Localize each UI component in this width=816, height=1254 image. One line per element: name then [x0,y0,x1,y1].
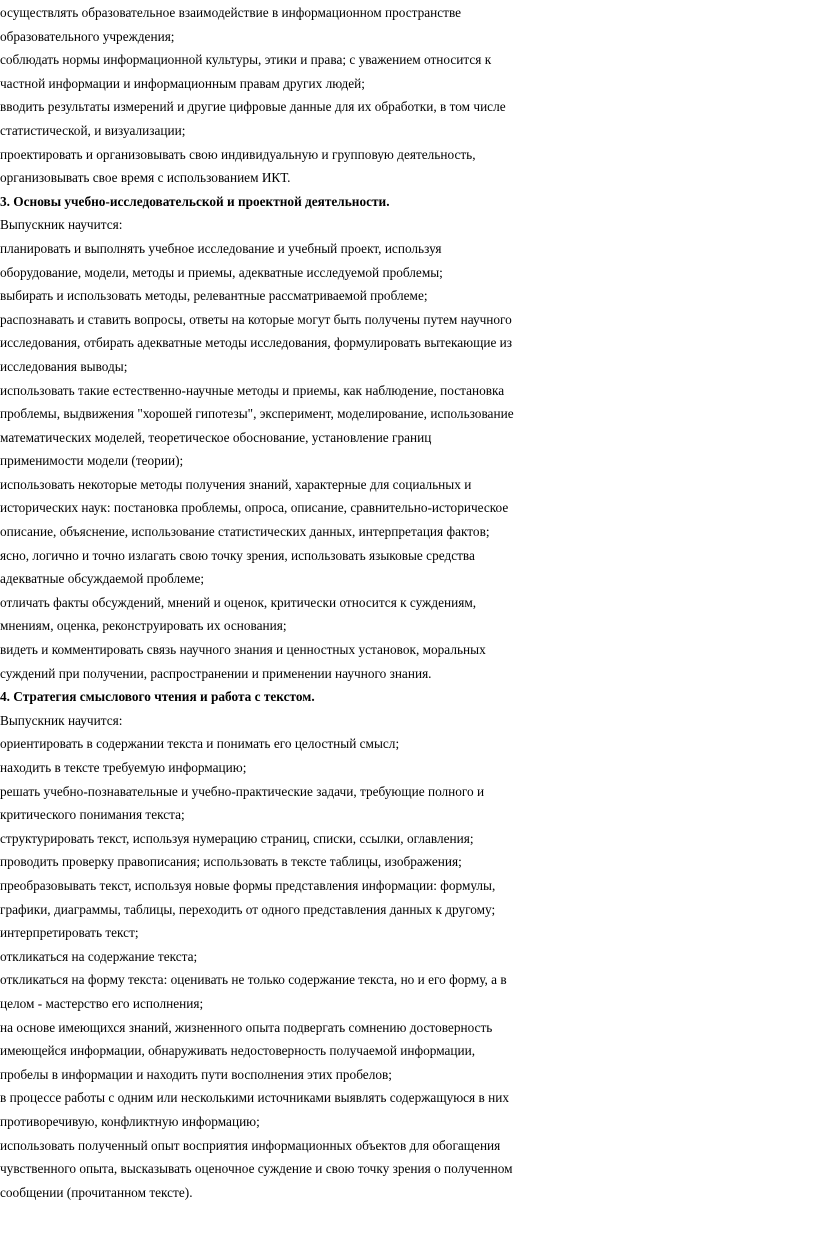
text-line: Выпускник научится: [0,712,123,728]
text-line: распознавать и ставить вопросы, ответы на которые могут быть получены путем научного [0,311,512,327]
text-line: использовать такие естественно-научные методы и приемы, как наблюдение, постановка [0,382,505,398]
text-line: противоречивую, конфликтную информацию; [0,1113,260,1129]
text-line: вводить результаты измерений и другие цифровые данные для их обработки, в том числе [0,99,506,115]
text-line: критического понимания текста; [0,807,185,823]
text-line: Выпускник научится: [0,217,123,233]
text-line: осуществлять образовательное взаимодействие в информационном пространстве [0,5,462,20]
section-heading: 4. Стратегия смыслового чтения и работа с текстом. [0,689,315,705]
text-line: проектировать и организовывать свою индивидуальную и групповую деятельность, [0,146,476,162]
text-line: отличать факты обсуждений, мнений и оценок, критически относится к суждениям, [0,594,477,610]
text-line: выбирать и использовать методы, релевантные рассматриваемой проблеме; [0,288,428,304]
text-line: в процессе работы с одним или несколькими источниками выявлять содержащуюся в них [0,1090,509,1106]
text-line: частной информации и информационным правам других людей; [0,75,365,91]
text-line: откликаться на форму текста: оценивать не только содержание текста, но и его форму, а в [0,972,507,988]
text-line: интерпретировать текст; [0,925,139,941]
text-line: образовательного учреждения; [0,28,175,44]
text-line: ориентировать в содержании текста и понимать его целостный смысл; [0,736,400,752]
text-line: пробелы в информации и находить пути восполнения этих пробелов; [0,1066,392,1082]
text-line: описание, объяснение, использование статистических данных, интерпретация фактов; [0,524,490,540]
text-line: суждений при получении, распространении и применении научного знания. [0,665,432,681]
text-line: математических моделей, теоретическое обоснование, установление границ [0,429,432,445]
text-line: целом - мастерство его исполнения; [0,995,204,1011]
section-heading: 3. Основы учебно-исследовательской и проектной деятельности. [0,193,390,209]
text-line: исследования выводы; [0,358,128,374]
text-line: исследования, отбирать адекватные методы исследования, формулировать вытекающие из [0,335,513,351]
text-line: проводить проверку правописания; использовать в тексте таблицы, изображения; [0,854,462,870]
text-line: проблемы, выдвижения "хорошей гипотезы", эксперимент, моделирование, использование [0,406,514,422]
text-line: использовать некоторые методы получения знаний, характерные для социальных и [0,476,472,492]
text-line: исторических наук: постановка проблемы, опроса, описание, сравнительно-историческое [0,500,509,516]
text-line: мнениям, оценка, реконструировать их основания; [0,618,287,634]
text-line: ясно, логично и точно излагать свою точку зрения, использовать языковые средства [0,547,475,563]
text-line: адекватные обсуждаемой проблеме; [0,571,205,587]
text-line: структурировать текст, используя нумерацию страниц, списки, ссылки, оглавления; [0,830,474,846]
text-line: на основе имеющихся знаний, жизненного опыта подвергать сомнению достоверность [0,1019,493,1035]
text-line: оборудование, модели, методы и приемы, адекватные исследуемой проблемы; [0,264,443,280]
text-line: соблюдать нормы информационной культуры, этики и права; с уважением относится к [0,52,492,68]
text-line: сообщении (прочитанном тексте). [0,1184,193,1200]
text-line: видеть и комментировать связь научного знания и ценностных установок, моральных [0,642,486,658]
text-line: находить в тексте требуемую информацию; [0,760,247,775]
text-line: графики, диаграммы, таблицы, переходить от одного представления данных к другому; [0,901,496,917]
text-line: решать учебно-познавательные и учебно-практические задачи, требующие полного и [0,783,485,799]
text-line: использовать полученный опыт восприятия информационных объектов для обогащения [0,1137,501,1153]
text-line: применимости модели (теории); [0,453,184,469]
text-line: организовывать свое время с использованием ИКТ. [0,170,291,186]
text-line: преобразовывать текст, используя новые формы представления информации: формулы, [0,877,496,893]
text-line: статистической, и визуализации; [0,122,186,138]
text-line: имеющейся информации, обнаруживать недостоверность получаемой информации, [0,1043,476,1059]
text-line: откликаться на содержание текста; [0,948,198,964]
text-line: чувственного опыта, высказывать оценочное суждение и свою точку зрения о полученном [0,1161,513,1177]
text-line: планировать и выполнять учебное исследование и учебный проект, используя [0,240,442,256]
